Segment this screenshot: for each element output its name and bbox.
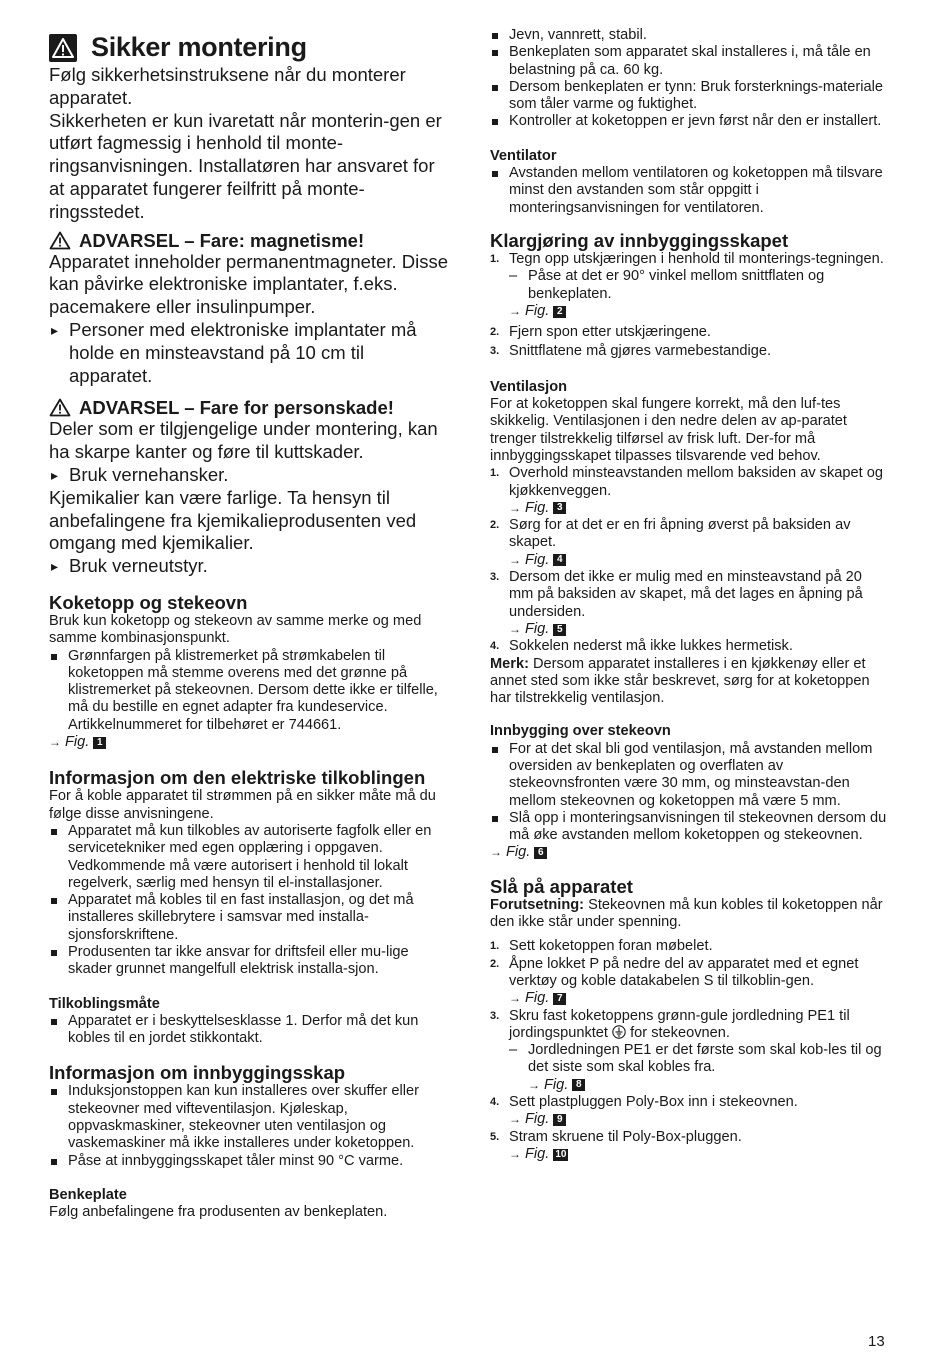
figure-reference: → Fig. 9	[490, 1111, 890, 1128]
list-item: 1. Tegn opp utskjæringen i henhold til monterings-tegningen.	[490, 250, 884, 267]
list-item: 3. Skru fast koketoppens grønn-gule jordledning PE1 til jordingspunktet for stekeovnen.	[490, 1007, 850, 1041]
page-title: Sikker montering	[91, 32, 307, 62]
list-item: Avstanden mellom ventilatoren og koketoppen må tilsvare minst den avstanden som står oppgitt i monteringsanvisningen for ventilatoren.	[490, 165, 890, 217]
sub-item: – Påse at det er 90° vinkel mellom snittflaten og benkeplaten.	[490, 268, 890, 303]
figure-reference: → Fig. 7	[490, 990, 890, 1007]
subheading-ventilasjon: Ventilasjon	[490, 378, 568, 395]
list-item: Kontroller at koketoppen er jevn først når den er installert.	[490, 113, 890, 130]
ventilasjon-steps	[490, 465, 890, 500]
page-title-row	[49, 32, 307, 63]
page-number: 13	[868, 1333, 885, 1350]
list-item: 1. Sett koketoppen foran møbelet.	[490, 938, 713, 955]
list-item: Induksjonstoppen kan kun installeres over skuffer eller stekeovner med vifteventilasjon. Kjøleskap, oppvaskmaskiner, stekeovner uten ventilasjon og vaskemaskiner må ikke installeres under koketoppen.	[49, 1083, 449, 1152]
subheading-tilkobling: Tilkoblingsmåte	[49, 995, 160, 1012]
warning-injury-text: Deler som er tilgjengelige under montering, kan ha skarpe kanter og føre til kuttskader.	[49, 418, 438, 463]
intro-text: Følg sikkerhetsinstruksene når du monterer apparatet.	[49, 64, 406, 108]
sla-pa-steps	[490, 938, 890, 990]
warning-icon	[49, 34, 77, 62]
list-item: Påse at innbyggingsskapet tåler minst 90 °C varme.	[49, 1153, 449, 1170]
warning-magnetism-heading: ADVARSEL – Fare: magnetisme!	[49, 230, 449, 251]
list-item: Grønnfargen på klistremerket på strømkabelen til koketoppen må stemme overens med det grønne på klistremerket på stekeovnen. Dersom dette ikke er tilfelle, må du bestille en egnet adapter fra kundeservice. Artikkelnummeret for tilbehøret er 744661.	[49, 648, 449, 734]
ventilasjon-text: For at koketoppen skal fungere korrekt, må den luf-tes skikkelig. Ventilasjonen i den nedre delen av ap-paratet trenger tilstrekkelig tilførsel av frisk luft. Der-for må innbyggingsskapet tilpasses tilsvarende ved behov.	[490, 396, 847, 464]
elektrisk-text: For å koble apparatet til strømmen på en sikker måte må du følge disse anvisningene.	[49, 788, 436, 822]
warning-triangle-icon	[49, 231, 71, 250]
sub-item: – Jordledningen PE1 er det første som skal kob-les til og det siste som skal kobles fra.	[490, 1042, 890, 1077]
warning-injury-action: ▸ Bruk vernehansker.	[49, 464, 449, 487]
section-heading-klargjoring: Klargjøring av innbyggingsskapet	[490, 229, 789, 251]
koketopp-list	[49, 648, 449, 734]
figure-reference: → Fig. 8	[490, 1077, 890, 1094]
warning-triangle-icon	[49, 398, 71, 417]
tilkobling-list	[49, 1013, 449, 1048]
elektrisk-list	[49, 823, 449, 979]
list-item: Dersom benkeplaten er tynn: Bruk forsterknings-materiale som tåler varme og fuktighet.	[490, 79, 890, 114]
list-item: 2. Fjern spon etter utskjæringene.	[490, 324, 711, 341]
benkeplate-list	[490, 27, 890, 131]
list-item: 3. Dersom det ikke er mulig med en minsteavstand på 20 mm på baksiden av skapet, må det lages en åpning på undersiden.	[490, 569, 863, 620]
figure-reference: → Fig. 6	[490, 844, 890, 861]
list-item: Apparatet må kun tilkobles av autoriserte fagfolk eller en servicetekniker med egen opplæring i oppgaven. Vedkommende må være autorisert i henhold til lokalt regelverk, særlig med hensyn til el-installasjoner.	[49, 823, 449, 892]
benkeplate-text: Følg anbefalingene fra produsenten av benkeplaten.	[49, 1204, 388, 1221]
section-heading-innbygging: Informasjon om innbyggingsskap	[49, 1062, 346, 1084]
warning-chemical-action: ▸ Bruk verneutstyr.	[49, 555, 449, 578]
list-item: 4. Sett plastpluggen Poly-Box inn i stekeovnen.	[490, 1094, 798, 1111]
list-item: Apparatet må kobles til en fast installasjon, og det må installeres skillebrytere i samsvar med installa-sjonsforskriftene.	[49, 892, 449, 944]
warning-magnetism-text: Apparatet inneholder permanentmagneter. Disse kan påvirke elektroniske implantater, f.eks. pacemakere eller insulinpumper.	[49, 250, 449, 318]
list-item: Apparatet er i beskyttelsesklasse 1. Derfor må det kun kobles til en jordet stikkontakt.	[49, 1013, 449, 1048]
list-item: Benkeplaten som apparatet skal installeres i, må tåle en belastning på ca. 60 kg.	[490, 44, 890, 79]
left-column	[49, 64, 449, 1222]
list-item: 4. Sokkelen nederst må ikke lukkes hermetisk.	[490, 638, 793, 655]
precondition: Forutsetning: Stekeovnen må kun kobles til koketoppen når den ikke står under spenning.	[490, 896, 883, 931]
list-item: 2. Åpne lokket P på nedre del av apparatet med et egnet verktøy og koble datakabelen S til tilkoblin-gen.	[490, 955, 859, 989]
note: Merk: Dersom apparatet installeres i en kjøkkenøy eller et annet sted som ikke står beskrevet, sørg for at koketoppen har tilstrekkelig ventilasjon.	[490, 655, 870, 707]
figure-reference: → Fig. 4	[490, 552, 890, 569]
warning-magnetism-action: ▸ Personer med elektroniske implantater må holde en minsteavstand på 10 cm til apparatet.	[49, 319, 449, 387]
klargjoring-steps	[490, 251, 890, 268]
figure-reference: → Fig. 5	[490, 621, 890, 638]
over-stekeovn-list	[490, 741, 890, 845]
section-heading-sla-pa: Slå på apparatet	[490, 875, 633, 897]
figure-reference: → Fig. 1	[49, 734, 449, 751]
subheading-ventilator: Ventilator	[490, 147, 557, 164]
ventilator-list	[490, 165, 890, 217]
innbygging-list	[49, 1083, 449, 1169]
figure-reference: → Fig. 3	[490, 500, 890, 517]
warning-injury-heading: ADVARSEL – Fare for personskade!	[49, 397, 449, 418]
list-item: For at det skal bli god ventilasjon, må avstanden mellom oversiden av benkeplaten og overflaten av stekeovnsfronten være 30 mm, og minsteavstan-den mellom stekeovnen og koketoppen må være 5 mm.	[490, 741, 890, 810]
list-item: 1. Overhold minsteavstanden mellom baksiden av skapet og kjøkkenveggen.	[490, 465, 883, 499]
section-heading-koketopp: Koketopp og stekeovn	[49, 591, 248, 613]
subheading-benkeplate: Benkeplate	[49, 1186, 127, 1203]
subheading-over-stekeovn: Innbygging over stekeovn	[490, 723, 671, 740]
list-item: 3. Snittflatene må gjøres varmebestandige.	[490, 343, 772, 360]
koketopp-text: Bruk kun koketopp og stekeovn av samme merke og med samme kombinasjonspunkt.	[49, 612, 422, 647]
figure-reference: → Fig. 2	[490, 303, 890, 320]
list-item: 2. Sørg for at det er en fri åpning øverst på baksiden av skapet.	[490, 517, 851, 551]
list-item: 5. Stram skruene til Poly-Box-pluggen.	[490, 1128, 742, 1145]
figure-reference: → Fig. 10	[509, 1145, 567, 1162]
warning-chemical-text: Kjemikalier kan være farlige. Ta hensyn til anbefalingene fra kjemikalieprodusenten ved omgang med kjemikalier.	[49, 486, 417, 554]
right-column	[490, 27, 890, 1163]
section-heading-elektrisk: Informasjon om den elektriske tilkoblingen	[49, 767, 426, 789]
list-item: Slå opp i monteringsanvisningen til stekeovnen dersom du må øke avstanden mellom koketoppen og stekeovnen.	[490, 810, 890, 845]
intro-text-2: Sikkerheten er kun ivaretatt når monterin-gen er utført fagmessig i henhold til monte-ringsanvisningen. Installatøren har ansvaret for at apparatet fungerer feilfritt på monte-ringsstedet.	[49, 109, 442, 222]
list-item: Produsenten tar ikke ansvar for driftsfeil eller mu-lige skader grunnet mangelfull elektrisk installa-sjon.	[49, 944, 449, 979]
list-item: Jevn, vannrett, stabil.	[490, 27, 890, 44]
ground-symbol-icon	[612, 1025, 626, 1039]
